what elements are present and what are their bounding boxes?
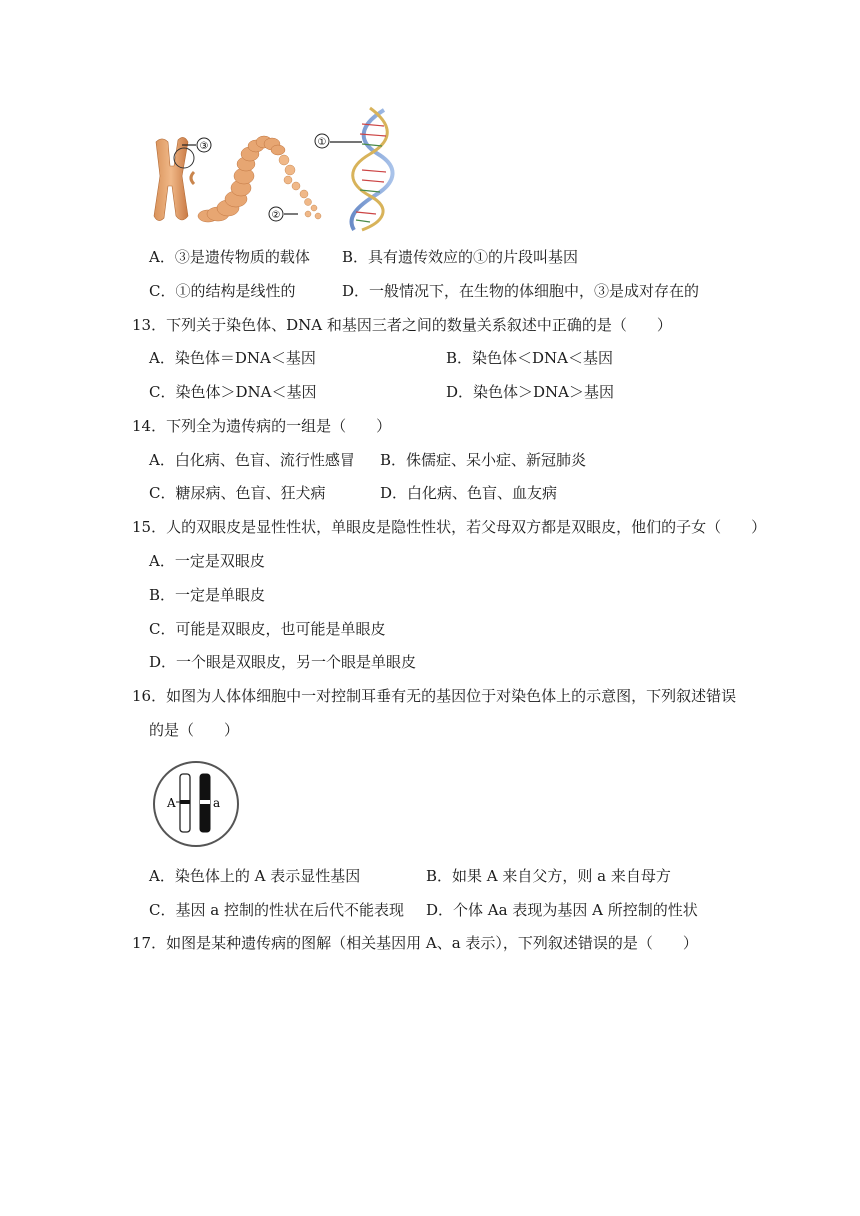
q13-option-d: D．染色体＞DNA＞基因 xyxy=(446,383,615,401)
q15-option-b: B．一定是单眼皮 xyxy=(149,586,266,604)
label-big-a: A xyxy=(167,796,176,810)
q12-option-a: A．③是遗传物质的载体 xyxy=(149,248,310,266)
gene-marker-a-lower xyxy=(200,800,210,804)
label-3: ③ xyxy=(199,141,209,152)
q14-stem: 14．下列全为遗传病的一组是（ ） xyxy=(132,417,392,435)
q13-stem: 13．下列关于染色体、DNA 和基因三者之间的数量关系叙述中正确的是（ ） xyxy=(132,316,672,334)
q16-option-d: D．个体 Aa 表现为基因 A 所控制的性状 xyxy=(426,901,698,919)
q14-option-d: D．白化病、色盲、血友病 xyxy=(380,484,558,502)
q14-option-b: B．侏儒症、呆小症、新冠肺炎 xyxy=(380,451,587,469)
q15-option-c: C．可能是双眼皮，也可能是单眼皮 xyxy=(149,620,386,638)
dna-double-helix xyxy=(351,108,392,230)
q15-option-d: D．一个眼是双眼皮，另一个眼是单眼皮 xyxy=(149,653,417,671)
q12-option-c: C．①的结构是线性的 xyxy=(149,282,296,300)
label-2: ② xyxy=(271,210,281,221)
q16-option-a: A．染色体上的 A 表示显性基因 xyxy=(149,867,361,885)
q15-stem: 15．人的双眼皮是显性性状，单眼皮是隐性性状，若父母双方都是双眼皮，他们的子女（ ） xyxy=(132,518,767,536)
q13-option-a: A．染色体＝DNA＜基因 xyxy=(149,349,316,367)
q16-stem-line2: 的是（ ） xyxy=(149,721,240,739)
q14-option-a: A．白化病、色盲、流行性感冒 xyxy=(149,451,355,469)
q13-option-c: C．染色体＞DNA＜基因 xyxy=(149,383,317,401)
q12-option-d: D．一般情况下，在生物的体细胞中，③是成对存在的 xyxy=(342,282,700,300)
q17-stem: 17．如图是某种遗传病的图解（相关基因用 A、a 表示），下列叙述错误的是（ ） xyxy=(132,934,698,952)
q16-option-b: B．如果 A 来自父方，则 a 来自母方 xyxy=(426,867,671,885)
q12-option-b: B．具有遗传效应的①的片段叫基因 xyxy=(342,248,579,266)
q16-stem-line1: 16．如图为人体体细胞中一对控制耳垂有无的基因位于对染色体上的示意图，下列叙述错误 xyxy=(132,687,737,705)
q13-option-b: B．染色体＜DNA＜基因 xyxy=(446,349,614,367)
q16-option-c: C．基因 a 控制的性状在后代不能表现 xyxy=(149,901,404,919)
label-small-a: a xyxy=(213,796,221,810)
chromosome-pair-figure xyxy=(150,760,242,848)
gene-marker-a-upper xyxy=(180,800,190,804)
chromosome-dna-figure xyxy=(148,104,396,232)
q15-option-a: A．一定是双眼皮 xyxy=(149,552,265,570)
q14-option-c: C．糖尿病、色盲、狂犬病 xyxy=(149,484,326,502)
nucleosome-beads xyxy=(279,155,321,219)
chromosome-shape xyxy=(154,137,188,220)
label-1: ① xyxy=(317,137,327,148)
